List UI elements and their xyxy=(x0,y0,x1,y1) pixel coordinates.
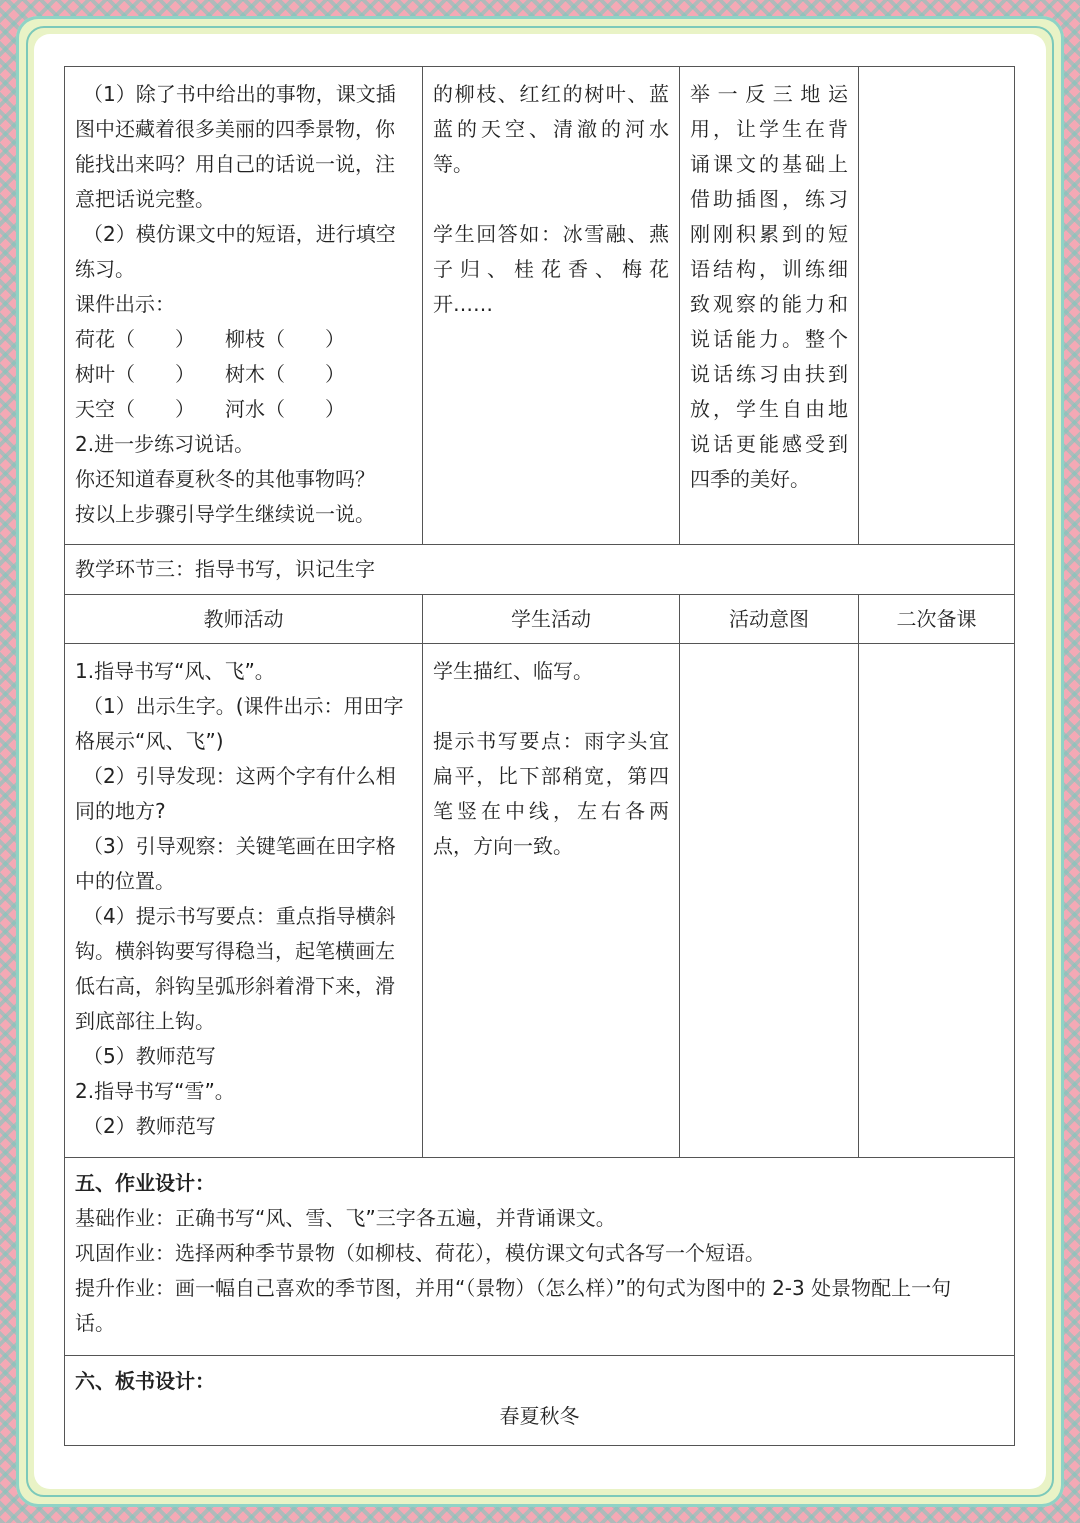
table-header-row xyxy=(65,595,1015,644)
text-line: （1）出示生字。(课件出示：用田字 xyxy=(83,694,404,718)
text-line: 提示书写要点：雨字头宜 xyxy=(433,729,669,753)
table-row xyxy=(65,644,1015,1158)
text-line: 格展示“风、飞”) xyxy=(75,729,224,753)
text-line: 笔竖在中线，左右各两 xyxy=(433,799,669,823)
text-line: 钩。横斜钩要写得稳当，起笔横画左 xyxy=(75,939,395,963)
text-line: 举一反三地运 xyxy=(690,82,848,106)
text-line: 荷花（ ） 柳枝（ ） xyxy=(75,327,345,351)
header-prep: 二次备课 xyxy=(896,607,977,631)
text-line: 开…… xyxy=(433,292,493,316)
text-line: 四季的美好。 xyxy=(690,467,810,491)
text-line: 同的地方? xyxy=(75,799,166,823)
column-header xyxy=(423,595,680,644)
text-line: 等。 xyxy=(433,152,473,176)
board-title: 六、板书设计： xyxy=(75,1369,215,1393)
text-line: （2）模仿课文中的短语，进行填空 xyxy=(83,222,396,246)
header-teacher: 教师活动 xyxy=(203,607,284,631)
text-line: 提升作业：画一幅自己喜欢的季节图，并用“（景物）（怎么样）”的句式为图中的 2-3 处景物配上一句 xyxy=(75,1276,952,1300)
text-line: 基础作业：正确书写“风、雪、飞”三字各五遍，并背诵课文。 xyxy=(75,1206,616,1230)
text-line: 巩固作业：选择两种季节景物（如柳枝、荷花），模仿课文句式各写一个短语。 xyxy=(75,1241,765,1265)
homework-title: 五、作业设计： xyxy=(75,1171,215,1195)
text-line: 子归、桂花香、梅花 xyxy=(433,257,669,281)
text-line: 2.指导书写“雪”。 xyxy=(75,1079,235,1103)
text-line: 练习。 xyxy=(75,257,135,281)
header-intent: 活动意图 xyxy=(729,607,809,631)
text-line: 点，方向一致。 xyxy=(433,834,573,858)
column-header xyxy=(859,595,1015,644)
lesson-plan-table xyxy=(64,66,1015,1446)
text-line: （1）除了书中给出的事物，课文插 xyxy=(83,82,396,106)
text-line: （3）引导观察：关键笔画在田字格 xyxy=(83,834,396,858)
student-activity-text xyxy=(423,67,679,332)
text-line: 1.指导书写“风、飞”。 xyxy=(75,659,275,683)
intent-text xyxy=(680,67,858,507)
teacher-activity-text xyxy=(65,644,422,1154)
table-row xyxy=(65,1158,1015,1356)
column-header xyxy=(680,595,859,644)
text-line: 2.进一步练习说话。 xyxy=(75,432,255,456)
second-prep-cell xyxy=(859,644,1015,1158)
text-line: 图中还藏着很多美丽的四季景物，你 xyxy=(75,117,395,141)
text-line: 低右高，斜钩呈弧形斜着滑下来，滑 xyxy=(75,974,395,998)
table-row xyxy=(65,1356,1015,1446)
homework-lines xyxy=(75,1201,1004,1341)
text-line: 扁平，比下部稍宽，第四 xyxy=(433,764,669,788)
text-line: 中的位置。 xyxy=(75,869,175,893)
text-line: 说话更能感受到 xyxy=(690,432,848,456)
homework-cell xyxy=(65,1158,1015,1356)
board-cell xyxy=(65,1356,1015,1446)
text-line: （2）教师范写 xyxy=(83,1114,216,1138)
header-student: 学生活动 xyxy=(511,607,591,631)
teacher-activity-cell xyxy=(65,67,423,545)
text-line: 按以上步骤引导学生继续说一说。 xyxy=(75,502,375,526)
spacer xyxy=(433,182,669,217)
student-activity-text xyxy=(423,644,679,874)
table-row xyxy=(65,67,1015,545)
text-line: 放，学生自由地 xyxy=(690,397,848,421)
intent-cell xyxy=(680,644,859,1158)
section-title-cell xyxy=(65,545,1015,595)
intent-cell xyxy=(680,67,859,545)
text-line: 致观察的能力和 xyxy=(690,292,848,316)
text-line: 课件出示： xyxy=(75,292,175,316)
text-line: 树叶（ ） 树木（ ） xyxy=(75,362,345,386)
text-line: 借助插图，练习 xyxy=(690,187,848,211)
text-line: （2）引导发现：这两个字有什么相 xyxy=(83,764,396,788)
text-line: 天空（ ） 河水（ ） xyxy=(75,397,345,421)
second-prep-cell xyxy=(859,67,1015,545)
text-line: 蓝的天空、清澈的河水 xyxy=(433,117,669,141)
text-line: 说话练习由扶到 xyxy=(690,362,848,386)
student-activity-cell xyxy=(423,67,680,545)
text-line: 学生描红、临写。 xyxy=(433,659,593,683)
text-line: 说话能力。整个 xyxy=(690,327,848,351)
text-line: 意把话说完整。 xyxy=(75,187,215,211)
column-header xyxy=(65,595,423,644)
teacher-activity-cell xyxy=(65,644,423,1158)
text-line: 用，让学生在背 xyxy=(690,117,848,141)
text-line: 话。 xyxy=(75,1311,115,1335)
spacer xyxy=(433,689,669,724)
text-line: 诵课文的基础上 xyxy=(690,152,848,176)
text-line: 能找出来吗？用自己的话说一说，注 xyxy=(75,152,395,176)
text-line: （4）提示书写要点：重点指导横斜 xyxy=(83,904,396,928)
text-line: 语结构，训练细 xyxy=(690,257,848,281)
text-line: 学生回答如：冰雪融、燕 xyxy=(433,222,669,246)
section-title: 教学环节三：指导书写，识记生字 xyxy=(75,557,375,581)
student-activity-cell xyxy=(423,644,680,1158)
board-content: 春夏秋冬 xyxy=(499,1404,580,1428)
text-line: 到底部往上钩。 xyxy=(75,1009,215,1033)
text-line: （5）教师范写 xyxy=(83,1044,216,1068)
text-line: 刚刚积累到的短 xyxy=(690,222,848,246)
text-line: 你还知道春夏秋冬的其他事物吗？ xyxy=(75,467,375,491)
teacher-activity-text xyxy=(65,67,422,542)
table-row xyxy=(65,545,1015,595)
text-line: 的柳枝、红红的树叶、蓝 xyxy=(433,82,669,106)
